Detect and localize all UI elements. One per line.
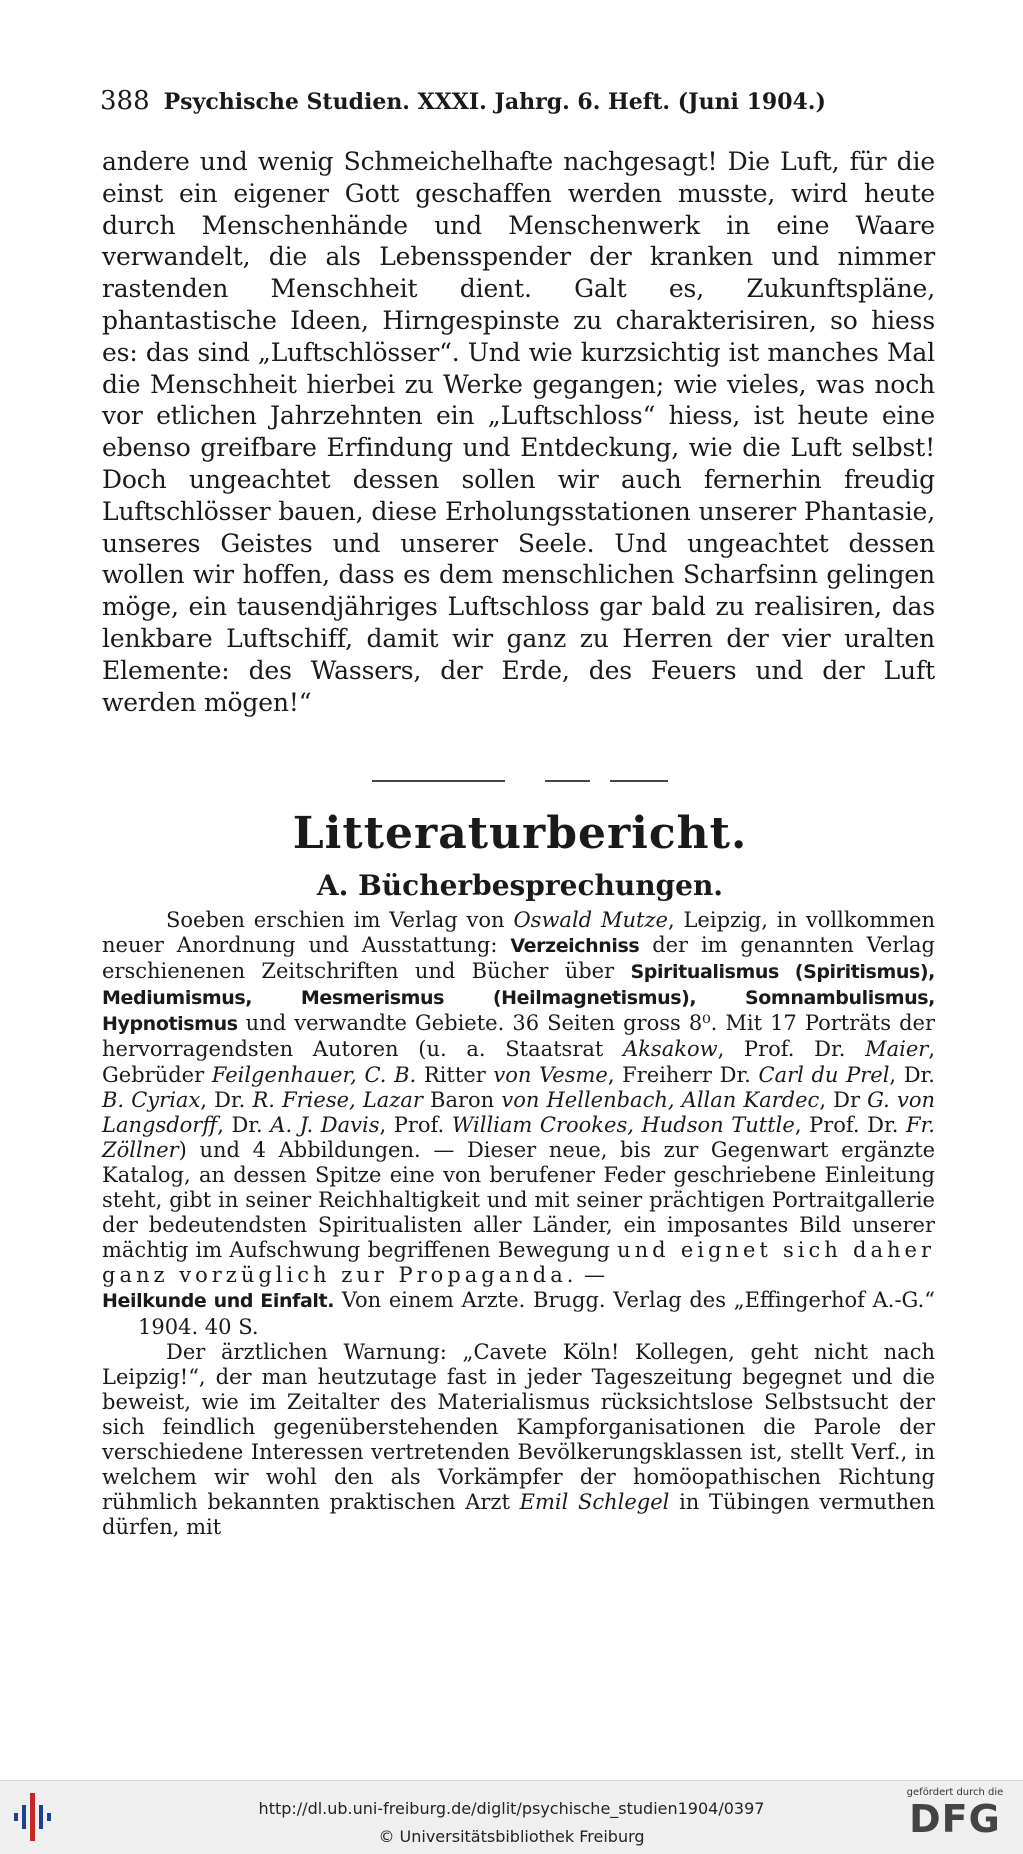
- dfg-logo: [896, 1787, 1014, 1840]
- author-name: von Vesme: [493, 1062, 608, 1087]
- author-name: Carl du Prel: [758, 1062, 890, 1087]
- dfg-caption: gefördert durch die: [906, 1787, 1004, 1798]
- book-entry-heilkunde: [102, 1288, 935, 1339]
- text-run: , Dr.: [889, 1062, 935, 1087]
- author-name: A. J. Davis: [270, 1112, 380, 1137]
- divider-gap: [590, 779, 610, 782]
- page-number: 388: [100, 86, 150, 116]
- book-citation: Von einem Arzte. Brugg. Verlag des „Effingerhof A.-G.“ 1904. 40 S.: [138, 1288, 935, 1339]
- bold-term: Spiritualismus (Spiritismus), Mediumismus, Mesmerismus (Heilmagnetismus), Somnambulismus, Hypnotismus: [102, 961, 935, 1036]
- text-run: , Prof. Dr.: [717, 1037, 866, 1062]
- review-paragraph-1: [102, 908, 935, 1288]
- author-name: B. Cyriax: [102, 1087, 201, 1112]
- author-name: Fr. Zöllner: [102, 1112, 935, 1162]
- dfg-wordmark: DFG: [909, 1797, 1001, 1841]
- text-run: , Dr.: [217, 1112, 271, 1137]
- author-name: Feilgenhauer, C. B.: [211, 1062, 417, 1087]
- bold-term: Verzeichniss: [510, 935, 640, 958]
- copyright-notice: © Universitätsbibliothek Freiburg: [378, 1827, 645, 1846]
- text-run: in Tübingen vermuthen dürfen, mit: [102, 1490, 935, 1540]
- text-run: Ritter: [416, 1062, 494, 1087]
- text-run: , Gebrüder: [102, 1037, 935, 1087]
- divider-gap: [505, 779, 545, 782]
- article-continuation: [102, 146, 935, 718]
- author-name: R. Friese, Lazar: [252, 1087, 423, 1112]
- text-run: und verwandte Gebiete. 36 Seiten gross 8⁰. Mit 17 Porträts der hervorragendsten Autoren (u. a. Staatsrat: [102, 1011, 935, 1062]
- author-name: G. von Langsdorff: [102, 1087, 935, 1137]
- text-run: , Dr: [819, 1087, 868, 1112]
- text-run: , Freiherr Dr.: [607, 1062, 759, 1087]
- author-name: von Hellenbach, Allan Kardec: [501, 1087, 820, 1112]
- spaced-emphasis: und eignet sich daher ganz vorzüglich zur Propaganda.: [102, 1238, 935, 1288]
- book-reviews: [102, 908, 935, 1540]
- author-name: Emil Schlegel: [519, 1490, 670, 1515]
- text-run: , Dr.: [200, 1087, 253, 1112]
- author-name: William Crookes, Hudson Tuttle: [451, 1112, 795, 1137]
- section-title: Litteraturbericht.: [292, 808, 748, 859]
- author-name: Aksakow: [623, 1037, 718, 1062]
- text-run: der im genannten Verlag erschienenen Zeitschriften und Bücher über: [102, 933, 936, 984]
- text-run: —: [577, 1263, 606, 1288]
- subsection-title: A. Bücherbesprechungen.: [316, 869, 724, 902]
- text-run: Der ärztlichen Warnung: „Cavete Köln! Kollegen, geht nicht nach Leipzig!“, der man heutzutage fast in jeder Tageszeitung begegnet und die beweist, wie im Zeitalter des Materialismus rücksichtslose Selbstsucht der sich feindlich gegenüberstehenden Kampforganisationen die Parole der verschiedene Interessen vertretenden Bevölkerungsklassen ist, stellt Verf., in welchem wir wohl den als Vorkämpfer der homöopathischen Richtung rühmlich bekannten praktischen Arzt: [102, 1339, 935, 1515]
- author-name: Maier: [865, 1037, 929, 1062]
- text-run: ) und 4 Abbildungen. — Dieser neue, bis zur Gegenwart ergänzte Katalog, an dessen Spitze eine von berufener Feder geschriebene Einleitung steht, gibt in seiner Reichhaltigkeit und mit seiner prächtigen Portraitgallerie der bedeutendsten Spiritualisten aller Länder, ein imposantes Bild unserer mächtig im Aufschwung begriffenen Bewegung: [102, 1137, 935, 1263]
- review-paragraph-2: [102, 1340, 935, 1541]
- document-url[interactable]: http://dl.ub.uni-freiburg.de/diglit/psychische_studien1904/0397: [258, 1799, 765, 1818]
- running-header: [100, 86, 935, 116]
- text-run: , Prof.: [379, 1112, 452, 1137]
- running-title: Psychische Studien. XXXI. Jahrg. 6. Heft. (Juni 1904.): [163, 89, 826, 115]
- text-run: Soeben erschien im Verlag von: [166, 908, 514, 932]
- publisher-name: Oswald Mutze: [513, 908, 668, 932]
- viewer-footer: [0, 1780, 1023, 1854]
- text-run: Baron: [422, 1087, 502, 1112]
- text-run: , Prof. Dr.: [794, 1112, 906, 1137]
- paragraph-1: andere und wenig Schmeichelhafte nachgesagt! Die Luft, für die einst ein eigener Gott geschaffen werden musste, wird heute durch Menschenhände und Menschenwerk in eine Waare verwandelt, die als Lebensspender der kranken und nimmer rastenden Menschheit dient. Galt es, Zukunftspläne, phantastische Ideen, Hirngespinste zu charakterisiren, so hiess es: das sind „Luftschlösser“. Und wie kurzsichtig ist manches Mal die Menschheit hierbei zu Werke gegangen; wie vieles, was noch vor etlichen Jahrzehnten ein „Luftschloss“ hiess, ist heute eine ebenso greifbare Erfindung und Entdeckung, wie die Luft selbst! Doch ungeachtet dessen sollen wir auch fernerhin freudig Luftschlösser bauen, diese Erholungsstationen unserer Phantasie, unseres Geistes und unserer Seele. Und ungeachtet dessen wollen wir hoffen, dass es dem menschlichen Scharfsinn gelingen möge, ein tausendjähriges Luftschloss gar bald zu realisiren, das lenkbare Luftschiff, damit wir ganz zu Herren der vier uralten Elemente: des Wassers, der Erde, des Feuers und der Luft werden mögen!“: [102, 147, 935, 717]
- text-run: , Leipzig, in vollkommen neuer Anordnung und Ausstattung:: [102, 908, 935, 958]
- book-title: Heilkunde und Einfalt.: [102, 1290, 335, 1313]
